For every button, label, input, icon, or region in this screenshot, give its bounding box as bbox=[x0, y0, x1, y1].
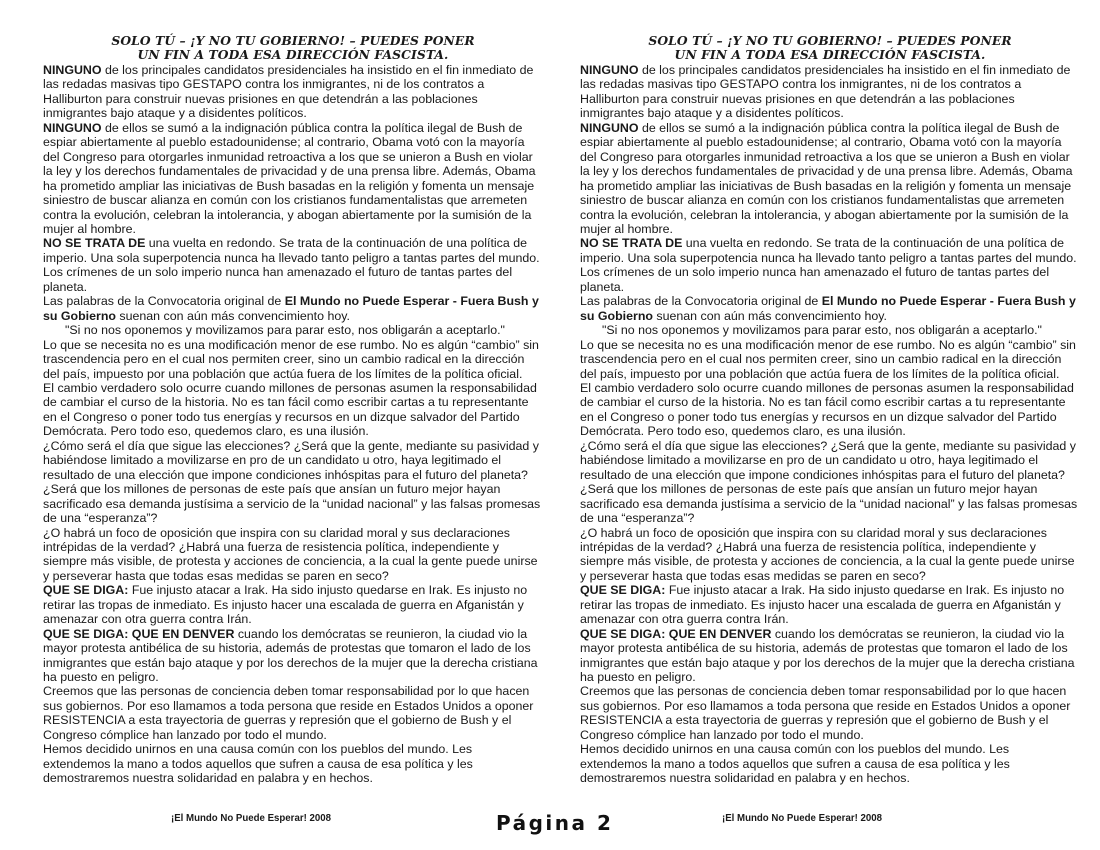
article-body bbox=[580, 63, 1080, 786]
lead-text: NINGUNO bbox=[43, 120, 102, 135]
lead-text: QUE SE DIGA: QUE EN DENVER bbox=[580, 626, 772, 641]
lead-text: QUE SE DIGA: bbox=[43, 583, 129, 598]
paragraph: Creemos que las personas de conciencia deben tomar responsabilidad por lo que hacen sus gobiernos. Por eso llamamos a toda persona que reside en Estados Unidos a oponer RESISTENCIA a esta trayectoria de guerras y represión que el gobierno de Bush y el Congreso cómplice han lanzado por todo el mundo. bbox=[43, 684, 534, 742]
paragraph-text: de ellos se sumó a la indignación pública contra la política ilegal de Bush de espiar abiertamente al pueblo estadounidense; al contrario, Obama votó con la mayoría del Congreso para otorgarles inmunidad retroactiva a los que se unieron a Bush en violar la ley y los derechos fundamentales de privacidad y de una prensa libre. Además, Obama ha prometido ampliar las iniciativas de Bush basadas en la religión y fomenta un mensaje siniestro de buscar alianza en común con los cristianos fundamentalistas que arremeten contra la evolución, celebran la intolerancia, y abogan abiertamente por la sumisión de la mujer al hombre. bbox=[580, 120, 1073, 236]
heading-line-1: SOLO TÚ – ¡Y NO TU GOBIERNO! – PUEDES PONER bbox=[648, 33, 1012, 48]
paragraph: Creemos que las personas de conciencia deben tomar responsabilidad por lo que hacen sus gobiernos. Por eso llamamos a toda persona que reside en Estados Unidos a oponer RESISTENCIA a esta trayectoria de guerras y represión que el gobierno de Bush y el Congreso cómplice han lanzado por todo el mundo. bbox=[580, 684, 1071, 742]
paragraph bbox=[43, 63, 543, 121]
paragraph bbox=[43, 121, 543, 237]
heading bbox=[43, 34, 543, 62]
paragraph bbox=[580, 236, 1080, 294]
heading-line-1: SOLO TÚ – ¡Y NO TU GOBIERNO! – PUEDES PONER bbox=[111, 33, 475, 48]
paragraph bbox=[580, 627, 1080, 685]
page-number: Página 2 bbox=[496, 811, 614, 835]
paragraph: Hemos decidido unirnos en una causa común con los pueblos del mundo. Les extendemos la mano a todos aquellos que sufren a causa de esa política y les demostraremos nuestra solidaridad en palabra y en hechos. bbox=[43, 742, 473, 786]
paragraph: ¿O habrá un foco de oposición que inspira con su claridad moral y sus declaraciones intrépidas de la verdad? ¿Habrá una fuerza de resistencia política, independiente y siempre más visible, de protesta y acciones de conciencia, a la cual la gente puede unirse y perseverar hasta que todas esas medidas se paren en seco? bbox=[580, 525, 1075, 583]
heading bbox=[580, 34, 1080, 62]
paragraph-text: Fue injusto atacar a Irak. Ha sido injusto quedarse en Irak. Es injusto no retirar las tropas de inmediato. Es injusto hacer una escalada de guerra en Afganistán y amenazar con otra guerra contra Irán. bbox=[43, 583, 528, 627]
campaign-name: El Mundo no Puede Esperar - Fuera Bush y su Gobierno bbox=[580, 294, 1076, 323]
paragraph-text: una vuelta en redondo. Se trata de la continuación de una política de imperio. Una sola superpotencia nunca ha llevado tanto peligro a tantas partes del mundo. Los crímenes de un solo imperio nunca han amenazado el futuro de tantas partes del planeta. bbox=[580, 236, 1077, 294]
paragraph: El cambio verdadero solo ocurre cuando millones de personas asumen la responsabilidad de cambiar el curso de la historia. No es tan fácil como escribir cartas a tu representante en el Congreso o poner todo tus energías y recursos en un dizque salvador del Partido Demócrata. Pero todo eso, quedemos claro, es una ilusión. bbox=[43, 380, 537, 439]
paragraph: ¿O habrá un foco de oposición que inspira con su claridad moral y sus declaraciones intrépidas de la verdad? ¿Habrá una fuerza de resistencia política, independiente y siempre más visible, de protesta y acciones de conciencia, a la cual la gente puede unirse y perseverar hasta que todas esas medidas se paren en seco? bbox=[43, 525, 538, 583]
paragraph-text: cuando los demócratas se reunieron, la ciudad vio la mayor protesta antibélica de su historia, además de protestas que tomaron el lado de los inmigrantes que están bajo ataque y por los derechos de la mujer que la derecha cristiana ha puesto en peligro. bbox=[43, 626, 538, 685]
paragraph bbox=[580, 121, 1080, 237]
paragraph-text: de ellos se sumó a la indignación pública contra la política ilegal de Bush de espiar abiertamente al pueblo estadounidense; al contrario, Obama votó con la mayoría del Congreso para otorgarles inmunidad retroactiva a los que se unieron a Bush en violar la ley y los derechos fundamentales de privacidad y de una prensa libre. Además, Obama ha prometido ampliar las iniciativas de Bush basadas en la religión y fomenta un mensaje siniestro de buscar alianza en común con los cristianos fundamentalistas que arremeten contra la evolución, celebran la intolerancia, y abogan abiertamente por la sumisión de la mujer al hombre. bbox=[43, 120, 536, 236]
paragraph-text: Las palabras de la Convocatoria original de bbox=[580, 294, 822, 309]
lead-text: QUE SE DIGA: QUE EN DENVER bbox=[43, 626, 235, 641]
paragraph: El cambio verdadero solo ocurre cuando millones de personas asumen la responsabilidad de cambiar el curso de la historia. No es tan fácil como escribir cartas a tu representante en el Congreso o poner todo tus energías y recursos en un dizque salvador del Partido Demócrata. Pero todo eso, quedemos claro, es una ilusión. bbox=[580, 380, 1074, 439]
article-body bbox=[43, 63, 543, 786]
quote: "Si no nos oponemos y movilizamos para parar esto, nos obligarán a aceptarlo." bbox=[602, 323, 1042, 338]
heading-line-2: UN FIN A TODA ESA DIRECCIÓN FASCISTA. bbox=[674, 47, 986, 62]
paragraph bbox=[580, 294, 1080, 323]
paragraph: Lo que se necesita no es una modificación menor de ese rumbo. No es algún “cambio” sin trascendencia pero en el cual nos permiten creer, sino un cambio radical en la dirección del país, impuesto por una población que actúa fuera de los límites de la política oficial. bbox=[580, 337, 1076, 381]
left-panel bbox=[43, 34, 543, 786]
paragraph: Hemos decidido unirnos en una causa común con los pueblos del mundo. Les extendemos la mano a todos aquellos que sufren a causa de esa política y les demostraremos nuestra solidaridad en palabra y en hechos. bbox=[580, 742, 1010, 786]
paragraph: ¿Cómo será el día que sigue las elecciones? ¿Será que la gente, mediante su pasividad y habiéndose limitado a movilizarse en pro de un candidato u otro, haya legitimado el resultado de una elección que impone condiciones inhóspitas para el futuro del planeta? ¿Será que los millones de personas de este país que ansían un futuro mejor hayan sacrificado esa demanda justísima a servicio de la “unidad nacional” y las falsas promesas de una “esperanza”? bbox=[580, 438, 1078, 526]
quote: "Si no nos oponemos y movilizamos para parar esto, nos obligarán a aceptarlo." bbox=[65, 323, 505, 338]
lead-text: NINGUNO bbox=[580, 63, 639, 77]
campaign-name: El Mundo no Puede Esperar - Fuera Bush y su Gobierno bbox=[43, 294, 539, 323]
paragraph bbox=[580, 583, 1080, 626]
right-panel bbox=[580, 34, 1080, 786]
heading-line-2: UN FIN A TODA ESA DIRECCIÓN FASCISTA. bbox=[137, 47, 449, 62]
paragraph-text: suenan con aún más convencimiento hoy. bbox=[652, 308, 887, 323]
paragraph: ¿Cómo será el día que sigue las elecciones? ¿Será que la gente, mediante su pasividad y habiéndose limitado a movilizarse en pro de un candidato u otro, haya legitimado el resultado de una elección que impone condiciones inhóspitas para el futuro del planeta? ¿Será que los millones de personas de este país que ansían un futuro mejor hayan sacrificado esa demanda justísima a servicio de la “unidad nacional” y las falsas promesas de una “esperanza”? bbox=[43, 438, 541, 526]
lead-text: NINGUNO bbox=[43, 63, 102, 77]
paragraph bbox=[43, 294, 543, 323]
paragraph bbox=[43, 583, 543, 626]
lead-text: NINGUNO bbox=[580, 120, 639, 135]
paragraph-text: cuando los demócratas se reunieron, la ciudad vio la mayor protesta antibélica de su historia, además de protestas que tomaron el lado de los inmigrantes que están bajo ataque y por los derechos de la mujer que la derecha cristiana ha puesto en peligro. bbox=[580, 626, 1075, 685]
paragraph-text: suenan con aún más convencimiento hoy. bbox=[115, 308, 350, 323]
paragraph-text: de los principales candidatos presidenciales ha insistido en el fin inmediato de las redadas masivas tipo GESTAPO contra los inmigrantes, ni de los contratos a Halliburton para construir nuevas prisiones en que detendrán a las poblaciones inmigrantes bajo ataque y a disidentes políticos. bbox=[43, 63, 534, 121]
paragraph: Lo que se necesita no es una modificación menor de ese rumbo. No es algún “cambio” sin trascendencia pero en el cual nos permiten creer, sino un cambio radical en la dirección del país, impuesto por una población que actúa fuera de los límites de la política oficial. bbox=[43, 337, 539, 381]
paragraph-text: de los principales candidatos presidenciales ha insistido en el fin inmediato de las redadas masivas tipo GESTAPO contra los inmigrantes, ni de los contratos a Halliburton para construir nuevas prisiones en que detendrán a las poblaciones inmigrantes bajo ataque y a disidentes políticos. bbox=[580, 63, 1071, 121]
lead-text: NO SE TRATA DE bbox=[43, 236, 146, 251]
footer-right: ¡El Mundo No Puede Esperar! 2008 bbox=[722, 812, 882, 824]
footer-left: ¡El Mundo No Puede Esperar! 2008 bbox=[171, 812, 331, 824]
lead-text: NO SE TRATA DE bbox=[580, 236, 683, 251]
paragraph-text: Fue injusto atacar a Irak. Ha sido injusto quedarse en Irak. Es injusto no retirar las tropas de inmediato. Es injusto hacer una escalada de guerra en Afganistán y amenazar con otra guerra contra Irán. bbox=[580, 583, 1065, 627]
lead-text: QUE SE DIGA: bbox=[580, 583, 666, 598]
paragraph-text: una vuelta en redondo. Se trata de la continuación de una política de imperio. Una sola superpotencia nunca ha llevado tanto peligro a tantas partes del mundo. Los crímenes de un solo imperio nunca han amenazado el futuro de tantas partes del planeta. bbox=[43, 236, 540, 294]
paragraph bbox=[43, 236, 543, 294]
paragraph bbox=[580, 63, 1080, 121]
paragraph-text: Las palabras de la Convocatoria original de bbox=[43, 294, 285, 309]
paragraph bbox=[43, 627, 543, 685]
